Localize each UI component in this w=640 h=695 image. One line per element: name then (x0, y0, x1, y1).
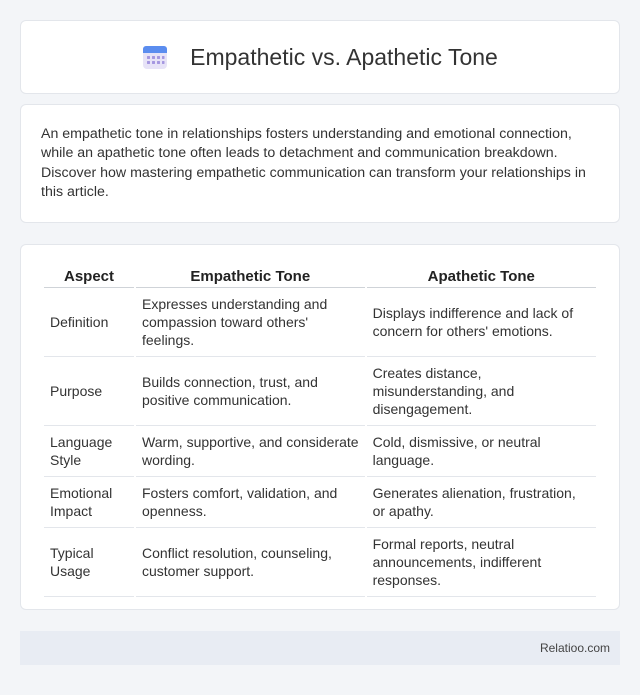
table-row (44, 426, 596, 477)
table-row (44, 528, 596, 597)
header-aspect: Aspect (44, 265, 134, 288)
row-apathetic: Cold, dismissive, or neutral language. (367, 426, 596, 477)
row-aspect: Typical Usage (44, 528, 134, 597)
table-row (44, 477, 596, 528)
row-apathetic: Formal reports, neutral announcements, indifferent responses. (367, 528, 596, 597)
row-empathetic: Conflict resolution, counseling, customer support. (136, 528, 365, 597)
calendar-icon (142, 44, 168, 70)
header-apathetic: Apathetic Tone (367, 265, 596, 288)
page-title: Empathetic vs. Apathetic Tone (190, 43, 498, 70)
row-aspect: Language Style (44, 426, 134, 477)
site-name[interactable]: Relatioo.com (539, 641, 610, 655)
header-empathetic: Empathetic Tone (136, 265, 365, 288)
row-aspect: Purpose (44, 357, 134, 426)
row-apathetic: Creates distance, misunderstanding, and disengagement. (367, 357, 596, 426)
row-apathetic: Generates alienation, frustration, or apathy. (367, 477, 596, 528)
row-aspect: Emotional Impact (44, 477, 134, 528)
footer (20, 631, 620, 665)
row-aspect: Definition (44, 288, 134, 357)
row-empathetic: Builds connection, trust, and positive communication. (136, 357, 365, 426)
row-empathetic: Expresses understanding and compassion toward others' feelings. (136, 288, 365, 357)
table-row (44, 288, 596, 357)
row-empathetic: Warm, supportive, and considerate wording. (136, 426, 365, 477)
title-card (20, 20, 620, 94)
row-empathetic: Fosters comfort, validation, and openness. (136, 477, 365, 528)
row-apathetic: Displays indifference and lack of concern for others' emotions. (367, 288, 596, 357)
table-row (44, 357, 596, 426)
intro-card (20, 104, 620, 223)
table-header-row (44, 265, 596, 288)
comparison-table (42, 265, 598, 597)
intro-text: An empathetic tone in relationships fosters understanding and emotional connection, while an apathetic tone often leads to detachment and communication breakdown. Discover how mastering empathetic communication can transform your relationships in this article. (41, 126, 586, 200)
comparison-card (20, 244, 620, 610)
